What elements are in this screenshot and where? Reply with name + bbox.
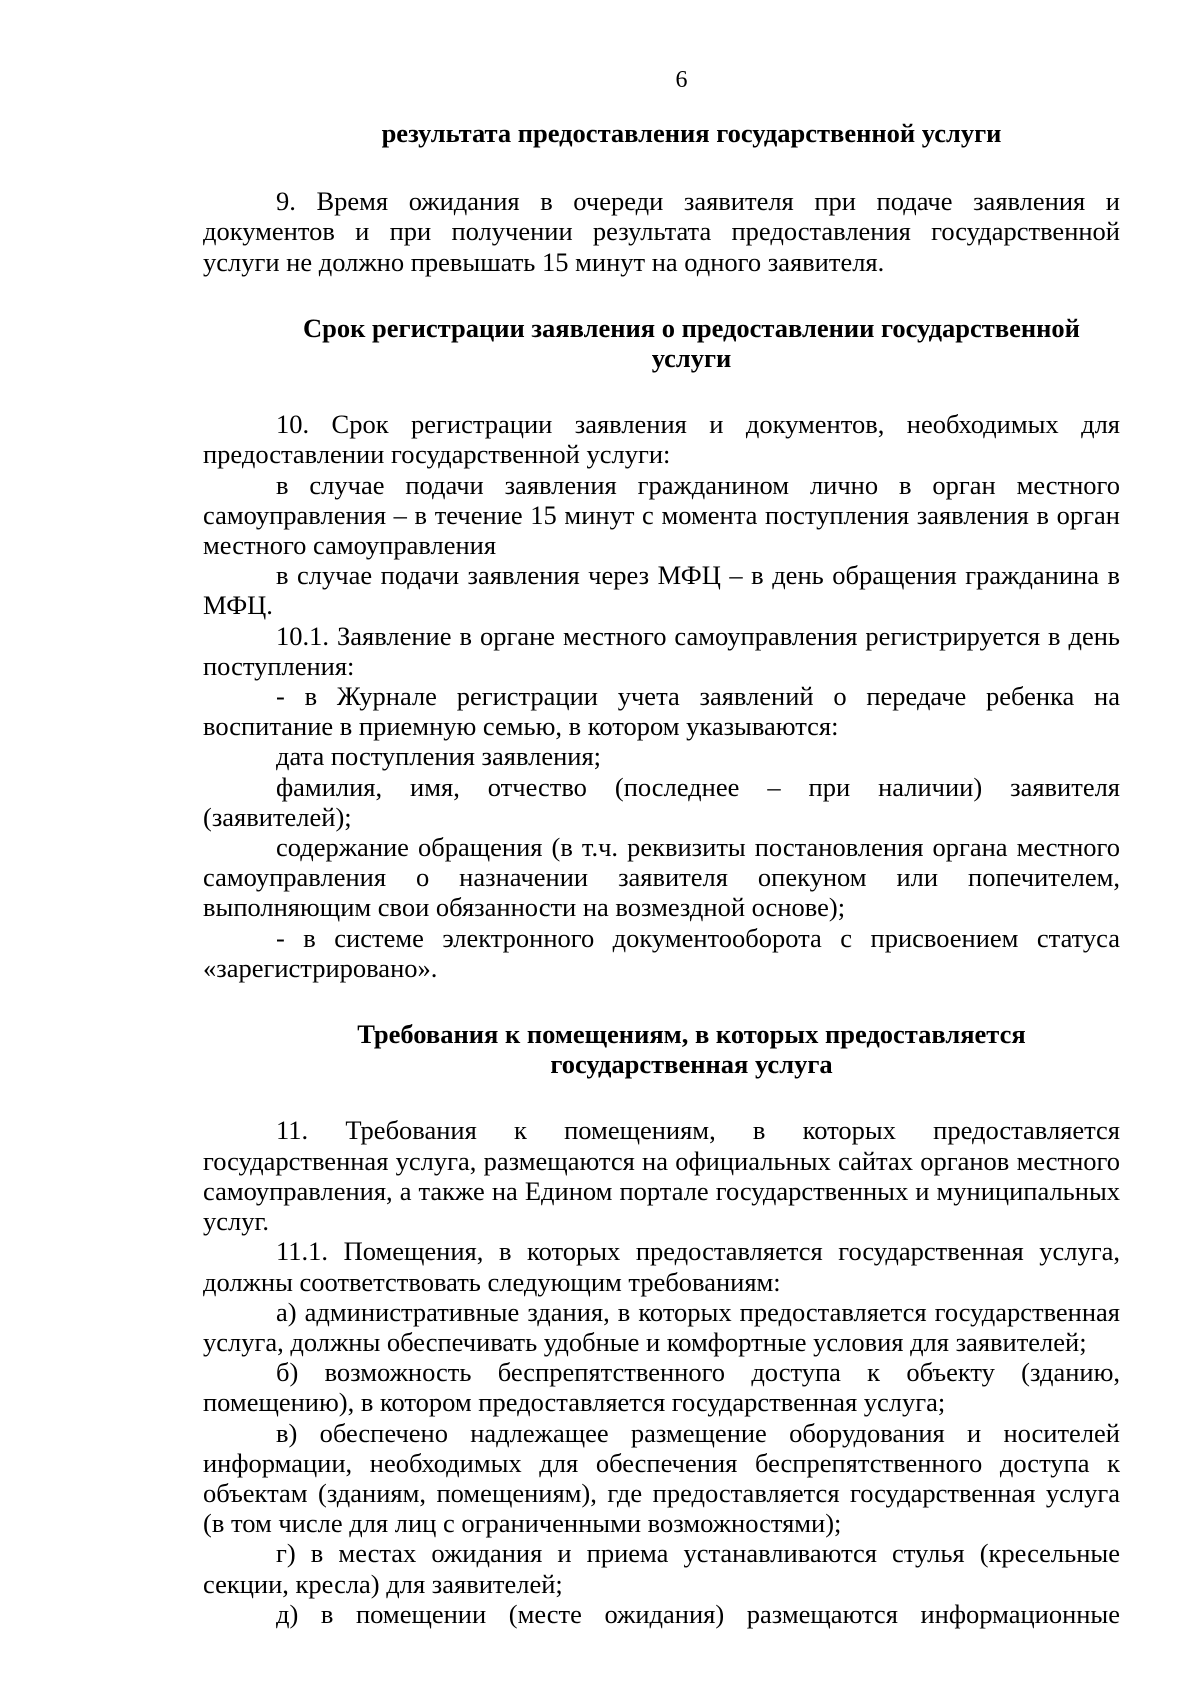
- section-heading-line: государственная услуга: [550, 1049, 833, 1080]
- paragraph: 9. Время ожидания в очереди заявителя при подаче заявления и документов и при получении результата предоставления государственной услуги не должно превышать 15 минут на одного заявителя.: [203, 186, 1120, 277]
- paragraph: в случае подачи заявления через МФЦ – в день обращения гражданина в МФЦ.: [203, 560, 1120, 621]
- paragraph: содержание обращения (в т.ч. реквизиты постановления органа местного самоуправления о назначении заявителя опекуном или попечителем, выполняющим свои обязанности на возмездной основе);: [203, 832, 1120, 923]
- paragraph: 11. Требования к помещениям, в которых предоставляется государственная услуга, размещаются на официальных сайтах органов местного самоуправления, а также на Едином портале государственных и муниципальных услуг.: [203, 1115, 1120, 1237]
- paragraph: 10.1. Заявление в органе местного самоуправления регистрируется в день поступления:: [203, 620, 1120, 681]
- page-number: 6: [675, 67, 688, 93]
- paragraph: дата поступления заявления;: [276, 741, 602, 772]
- document-page: [203, 66, 1120, 1629]
- paragraph: 10. Срок регистрации заявления и документов, необходимых для предоставлении государственной услуги:: [203, 409, 1120, 470]
- paragraph: в случае подачи заявления гражданином лично в орган местного самоуправления – в течение 15 минут с момента поступления заявления в орган местного самоуправления: [203, 469, 1120, 561]
- section-heading: [203, 313, 1120, 373]
- paragraph: а) административные здания, в которых предоставляется государственная услуга, должны обеспечивать удобные и комфортные условия для заявителей;: [203, 1296, 1120, 1357]
- section-heading: [203, 118, 1120, 148]
- paragraph: д) в помещении (месте ожидания) размещаются информационные: [276, 1598, 1120, 1629]
- paragraph: - в Журнале регистрации учета заявлений о передаче ребенка на воспитание в приемную семью, в котором указываются:: [203, 681, 1120, 742]
- paragraph: в) обеспечено надлежащее размещение оборудования и носителей информации, необходимых для обеспечения беспрепятственного доступа к объектам (зданиям, помещениям), где предоставляется государственная услуга (в том числе для лиц с ограниченными возможностями);: [203, 1417, 1120, 1539]
- document-body: [203, 118, 1120, 1629]
- section-heading-line: Срок регистрации заявления о предоставлении государственной: [303, 312, 1080, 343]
- paragraph: 11.1. Помещения, в которых предоставляется государственная услуга, должны соответствовать следующим требованиям:: [203, 1236, 1120, 1297]
- paragraph: г) в местах ожидания и приема устанавливаются стулья (кресельные секции, кресла) для заявителей;: [203, 1538, 1120, 1599]
- paragraph: фамилия, имя, отчество (последнее – при наличии) заявителя (заявителей);: [203, 771, 1120, 832]
- section-heading-line: услуги: [651, 343, 732, 374]
- section-heading-line: результата предоставления государственной услуги: [381, 118, 1002, 148]
- paragraph: - в системе электронного документооборота с присвоением статуса «зарегистрировано».: [203, 922, 1120, 983]
- section-heading: [203, 1019, 1120, 1079]
- section-heading-line: Требования к помещениям, в которых предоставляется: [357, 1019, 1026, 1050]
- paragraph: б) возможность беспрепятственного доступа к объекту (зданию, помещению), в котором предоставляется государственная услуга;: [203, 1357, 1120, 1418]
